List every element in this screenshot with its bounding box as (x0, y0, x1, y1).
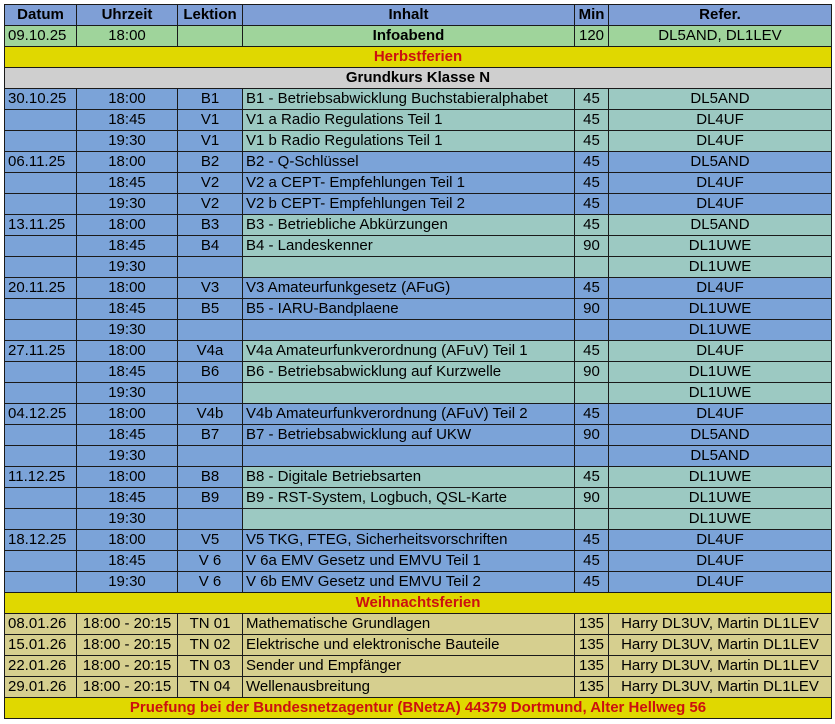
cell-refer: DL4UF (609, 551, 832, 572)
cell-uhrzeit: 19:30 (77, 446, 178, 467)
cell-datum (5, 572, 77, 593)
section-title-row (5, 68, 832, 89)
lesson-row (5, 404, 832, 425)
cell-uhrzeit: 18:45 (77, 236, 178, 257)
cell-uhrzeit: 18:00 - 20:15 (77, 635, 178, 656)
cell-inhalt: Sender und Empfänger (243, 656, 575, 677)
cell-datum (5, 320, 77, 341)
cell-lektion: V5 (178, 530, 243, 551)
cell-lektion: TN 04 (178, 677, 243, 698)
cell-refer: DL4UF (609, 194, 832, 215)
cell-datum: 04.12.25 (5, 404, 77, 425)
cell-datum (5, 362, 77, 383)
cell-datum (5, 257, 77, 278)
cell-refer: DL4UF (609, 530, 832, 551)
cell-uhrzeit: 18:00 - 20:15 (77, 614, 178, 635)
lesson-row (5, 152, 832, 173)
schedule-table (4, 4, 832, 719)
col-header-lektion: Lektion (178, 5, 243, 26)
cell-min: 135 (575, 614, 609, 635)
cell-lektion: B7 (178, 425, 243, 446)
cell-inhalt: B5 - IARU-Bandplaene (243, 299, 575, 320)
cell-lektion (178, 257, 243, 278)
cell-refer: DL5AND (609, 89, 832, 110)
cell-lektion: TN 02 (178, 635, 243, 656)
cell-lektion (178, 509, 243, 530)
cell-min: 90 (575, 425, 609, 446)
cell-min: 45 (575, 215, 609, 236)
cell-inhalt (243, 320, 575, 341)
lesson-row (5, 236, 832, 257)
cell-refer: DL5AND (609, 425, 832, 446)
cell-lektion: B5 (178, 299, 243, 320)
cell-refer: DL4UF (609, 173, 832, 194)
cell-lektion: TN 03 (178, 656, 243, 677)
cell-uhrzeit: 18:45 (77, 488, 178, 509)
lesson-row (5, 173, 832, 194)
cell-lektion: V3 (178, 278, 243, 299)
cell-uhrzeit: 18:00 (77, 89, 178, 110)
cell-datum: 18.12.25 (5, 530, 77, 551)
cell-datum (5, 131, 77, 152)
lesson-row (5, 488, 832, 509)
cell-uhrzeit: 18:00 (77, 341, 178, 362)
cell-refer: DL5AND (609, 446, 832, 467)
lesson-row (5, 278, 832, 299)
cell-inhalt: V2 b CEPT- Empfehlungen Teil 2 (243, 194, 575, 215)
cell-inhalt: B2 - Q-Schlüssel (243, 152, 575, 173)
cell-inhalt: B3 - Betriebliche Abkürzungen (243, 215, 575, 236)
col-header-datum: Datum (5, 5, 77, 26)
cell-min: 45 (575, 572, 609, 593)
cell-inhalt (243, 257, 575, 278)
cell-lektion: V4a (178, 341, 243, 362)
cell-inhalt (243, 509, 575, 530)
cell-inhalt: B6 - Betriebsabwicklung auf Kurzwelle (243, 362, 575, 383)
cell-uhrzeit: 18:00 (77, 215, 178, 236)
cell-inhalt: V3 Amateurfunkgesetz (AFuG) (243, 278, 575, 299)
cell-inhalt: V4b Amateurfunkverordnung (AFuV) Teil 2 (243, 404, 575, 425)
cell-inhalt: Elektrische und elektronische Bauteile (243, 635, 575, 656)
cell-inhalt: B1 - Betriebsabwicklung Buchstabieralphabet (243, 89, 575, 110)
cell-refer: DL1UWE (609, 383, 832, 404)
cell-datum: 15.01.26 (5, 635, 77, 656)
lesson-row (5, 362, 832, 383)
cell-min: 45 (575, 467, 609, 488)
cell-inhalt: B4 - Landeskenner (243, 236, 575, 257)
cell-datum: 06.11.25 (5, 152, 77, 173)
tn-row (5, 656, 832, 677)
cell-uhrzeit: 18:00 (77, 278, 178, 299)
cell-uhrzeit: 19:30 (77, 194, 178, 215)
cell-refer: DL1UWE (609, 362, 832, 383)
cell-datum: 22.01.26 (5, 656, 77, 677)
lesson-row (5, 530, 832, 551)
tn-row (5, 614, 832, 635)
cell-inhalt: B9 - RST-System, Logbuch, QSL-Karte (243, 488, 575, 509)
cell-refer: DL1UWE (609, 236, 832, 257)
cell-refer: DL5AND, DL1LEV (609, 26, 832, 47)
cell-refer: DL4UF (609, 341, 832, 362)
cell-datum (5, 446, 77, 467)
cell-uhrzeit: 19:30 (77, 572, 178, 593)
cell-inhalt: B7 - Betriebsabwicklung auf UKW (243, 425, 575, 446)
cell-inhalt: V4a Amateurfunkverordnung (AFuV) Teil 1 (243, 341, 575, 362)
cell-min: 45 (575, 89, 609, 110)
cell-min (575, 320, 609, 341)
pruefung-label: Pruefung bei der Bundesnetzagentur (BNetzA) 44379 Dortmund, Alter Hellweg 56 (5, 698, 832, 719)
cell-inhalt: Mathematische Grundlagen (243, 614, 575, 635)
cell-refer: DL1UWE (609, 320, 832, 341)
weihnachtsferien-label: Weihnachtsferien (5, 593, 832, 614)
cell-refer: Harry DL3UV, Martin DL1LEV (609, 677, 832, 698)
cell-inhalt: V1 a Radio Regulations Teil 1 (243, 110, 575, 131)
cell-inhalt: V1 b Radio Regulations Teil 1 (243, 131, 575, 152)
cell-min (575, 257, 609, 278)
cell-lektion: V1 (178, 131, 243, 152)
cell-datum: 27.11.25 (5, 341, 77, 362)
cell-lektion (178, 320, 243, 341)
lesson-row (5, 299, 832, 320)
cell-min: 45 (575, 173, 609, 194)
cell-uhrzeit: 18:45 (77, 173, 178, 194)
cell-refer: Harry DL3UV, Martin DL1LEV (609, 635, 832, 656)
cell-uhrzeit: 18:00 (77, 404, 178, 425)
cell-lektion: V2 (178, 173, 243, 194)
cell-lektion: V1 (178, 110, 243, 131)
cell-refer: DL4UF (609, 572, 832, 593)
cell-refer: DL4UF (609, 131, 832, 152)
cell-datum (5, 551, 77, 572)
cell-uhrzeit: 18:00 (77, 467, 178, 488)
cell-min: 135 (575, 677, 609, 698)
lesson-row (5, 467, 832, 488)
cell-lektion: B6 (178, 362, 243, 383)
cell-refer: DL1UWE (609, 257, 832, 278)
lesson-row (5, 572, 832, 593)
cell-uhrzeit: 18:00 - 20:15 (77, 677, 178, 698)
cell-min: 90 (575, 299, 609, 320)
cell-datum (5, 194, 77, 215)
info-row (5, 26, 832, 47)
cell-uhrzeit: 18:00 - 20:15 (77, 656, 178, 677)
lesson-row (5, 509, 832, 530)
cell-datum (5, 509, 77, 530)
header-row (5, 5, 832, 26)
cell-lektion: B3 (178, 215, 243, 236)
cell-lektion (178, 383, 243, 404)
cell-uhrzeit: 19:30 (77, 131, 178, 152)
cell-inhalt: Infoabend (243, 26, 575, 47)
lesson-row (5, 446, 832, 467)
cell-lektion: V2 (178, 194, 243, 215)
tn-row (5, 635, 832, 656)
col-header-refer: Refer. (609, 5, 832, 26)
cell-datum (5, 383, 77, 404)
cell-min: 45 (575, 194, 609, 215)
cell-datum (5, 488, 77, 509)
cell-datum: 29.01.26 (5, 677, 77, 698)
herbstferien-row (5, 47, 832, 68)
cell-inhalt: V 6a EMV Gesetz und EMVU Teil 1 (243, 551, 575, 572)
cell-min: 90 (575, 236, 609, 257)
cell-lektion: TN 01 (178, 614, 243, 635)
cell-refer: DL1UWE (609, 509, 832, 530)
cell-uhrzeit: 18:45 (77, 299, 178, 320)
cell-uhrzeit: 18:45 (77, 362, 178, 383)
cell-min: 45 (575, 530, 609, 551)
lesson-row (5, 215, 832, 236)
cell-min: 45 (575, 341, 609, 362)
cell-inhalt: V2 a CEPT- Empfehlungen Teil 1 (243, 173, 575, 194)
pruefung-row (5, 698, 832, 719)
tn-row (5, 677, 832, 698)
cell-min: 45 (575, 131, 609, 152)
cell-uhrzeit: 18:00 (77, 152, 178, 173)
cell-min: 120 (575, 26, 609, 47)
cell-uhrzeit: 18:45 (77, 425, 178, 446)
cell-datum (5, 173, 77, 194)
col-header-inhalt: Inhalt (243, 5, 575, 26)
cell-datum: 08.01.26 (5, 614, 77, 635)
cell-uhrzeit: 19:30 (77, 383, 178, 404)
cell-min: 135 (575, 635, 609, 656)
cell-min: 45 (575, 152, 609, 173)
cell-min (575, 383, 609, 404)
cell-min: 135 (575, 656, 609, 677)
cell-lektion (178, 446, 243, 467)
cell-datum (5, 110, 77, 131)
cell-lektion: V4b (178, 404, 243, 425)
cell-lektion: V 6 (178, 551, 243, 572)
cell-refer: DL4UF (609, 404, 832, 425)
cell-lektion (178, 26, 243, 47)
cell-refer: DL4UF (609, 278, 832, 299)
cell-datum (5, 299, 77, 320)
cell-min (575, 446, 609, 467)
cell-inhalt: B8 - Digitale Betriebsarten (243, 467, 575, 488)
col-header-min: Min (575, 5, 609, 26)
lesson-row (5, 131, 832, 152)
cell-datum: 30.10.25 (5, 89, 77, 110)
cell-lektion: B9 (178, 488, 243, 509)
cell-lektion: B2 (178, 152, 243, 173)
cell-uhrzeit: 19:30 (77, 257, 178, 278)
lesson-row (5, 89, 832, 110)
cell-datum: 13.11.25 (5, 215, 77, 236)
cell-uhrzeit: 19:30 (77, 320, 178, 341)
cell-uhrzeit: 18:45 (77, 551, 178, 572)
lesson-row (5, 341, 832, 362)
cell-refer: Harry DL3UV, Martin DL1LEV (609, 656, 832, 677)
cell-refer: DL5AND (609, 215, 832, 236)
cell-datum (5, 236, 77, 257)
lesson-row (5, 110, 832, 131)
cell-min: 45 (575, 110, 609, 131)
cell-min: 45 (575, 278, 609, 299)
cell-inhalt (243, 383, 575, 404)
cell-lektion: B4 (178, 236, 243, 257)
lesson-row (5, 383, 832, 404)
cell-uhrzeit: 18:45 (77, 110, 178, 131)
cell-refer: DL1UWE (609, 488, 832, 509)
cell-datum (5, 425, 77, 446)
lesson-row (5, 425, 832, 446)
section-title: Grundkurs Klasse N (5, 68, 832, 89)
cell-uhrzeit: 19:30 (77, 509, 178, 530)
cell-uhrzeit: 18:00 (77, 530, 178, 551)
cell-lektion: B8 (178, 467, 243, 488)
lesson-row (5, 551, 832, 572)
cell-lektion: V 6 (178, 572, 243, 593)
lesson-row (5, 320, 832, 341)
cell-min (575, 509, 609, 530)
col-header-uhrzeit: Uhrzeit (77, 5, 178, 26)
cell-min: 45 (575, 551, 609, 572)
cell-refer: Harry DL3UV, Martin DL1LEV (609, 614, 832, 635)
herbstferien-label: Herbstferien (5, 47, 832, 68)
cell-inhalt (243, 446, 575, 467)
cell-lektion: B1 (178, 89, 243, 110)
cell-inhalt: V5 TKG, FTEG, Sicherheitsvorschriften (243, 530, 575, 551)
cell-refer: DL1UWE (609, 467, 832, 488)
cell-refer: DL1UWE (609, 299, 832, 320)
weihnachtsferien-row (5, 593, 832, 614)
lesson-row (5, 194, 832, 215)
cell-min: 90 (575, 362, 609, 383)
cell-refer: DL5AND (609, 152, 832, 173)
cell-min: 45 (575, 404, 609, 425)
cell-refer: DL4UF (609, 110, 832, 131)
cell-datum: 11.12.25 (5, 467, 77, 488)
cell-inhalt: Wellenausbreitung (243, 677, 575, 698)
cell-min: 90 (575, 488, 609, 509)
cell-datum: 09.10.25 (5, 26, 77, 47)
cell-inhalt: V 6b EMV Gesetz und EMVU Teil 2 (243, 572, 575, 593)
cell-uhrzeit: 18:00 (77, 26, 178, 47)
cell-datum: 20.11.25 (5, 278, 77, 299)
lesson-row (5, 257, 832, 278)
